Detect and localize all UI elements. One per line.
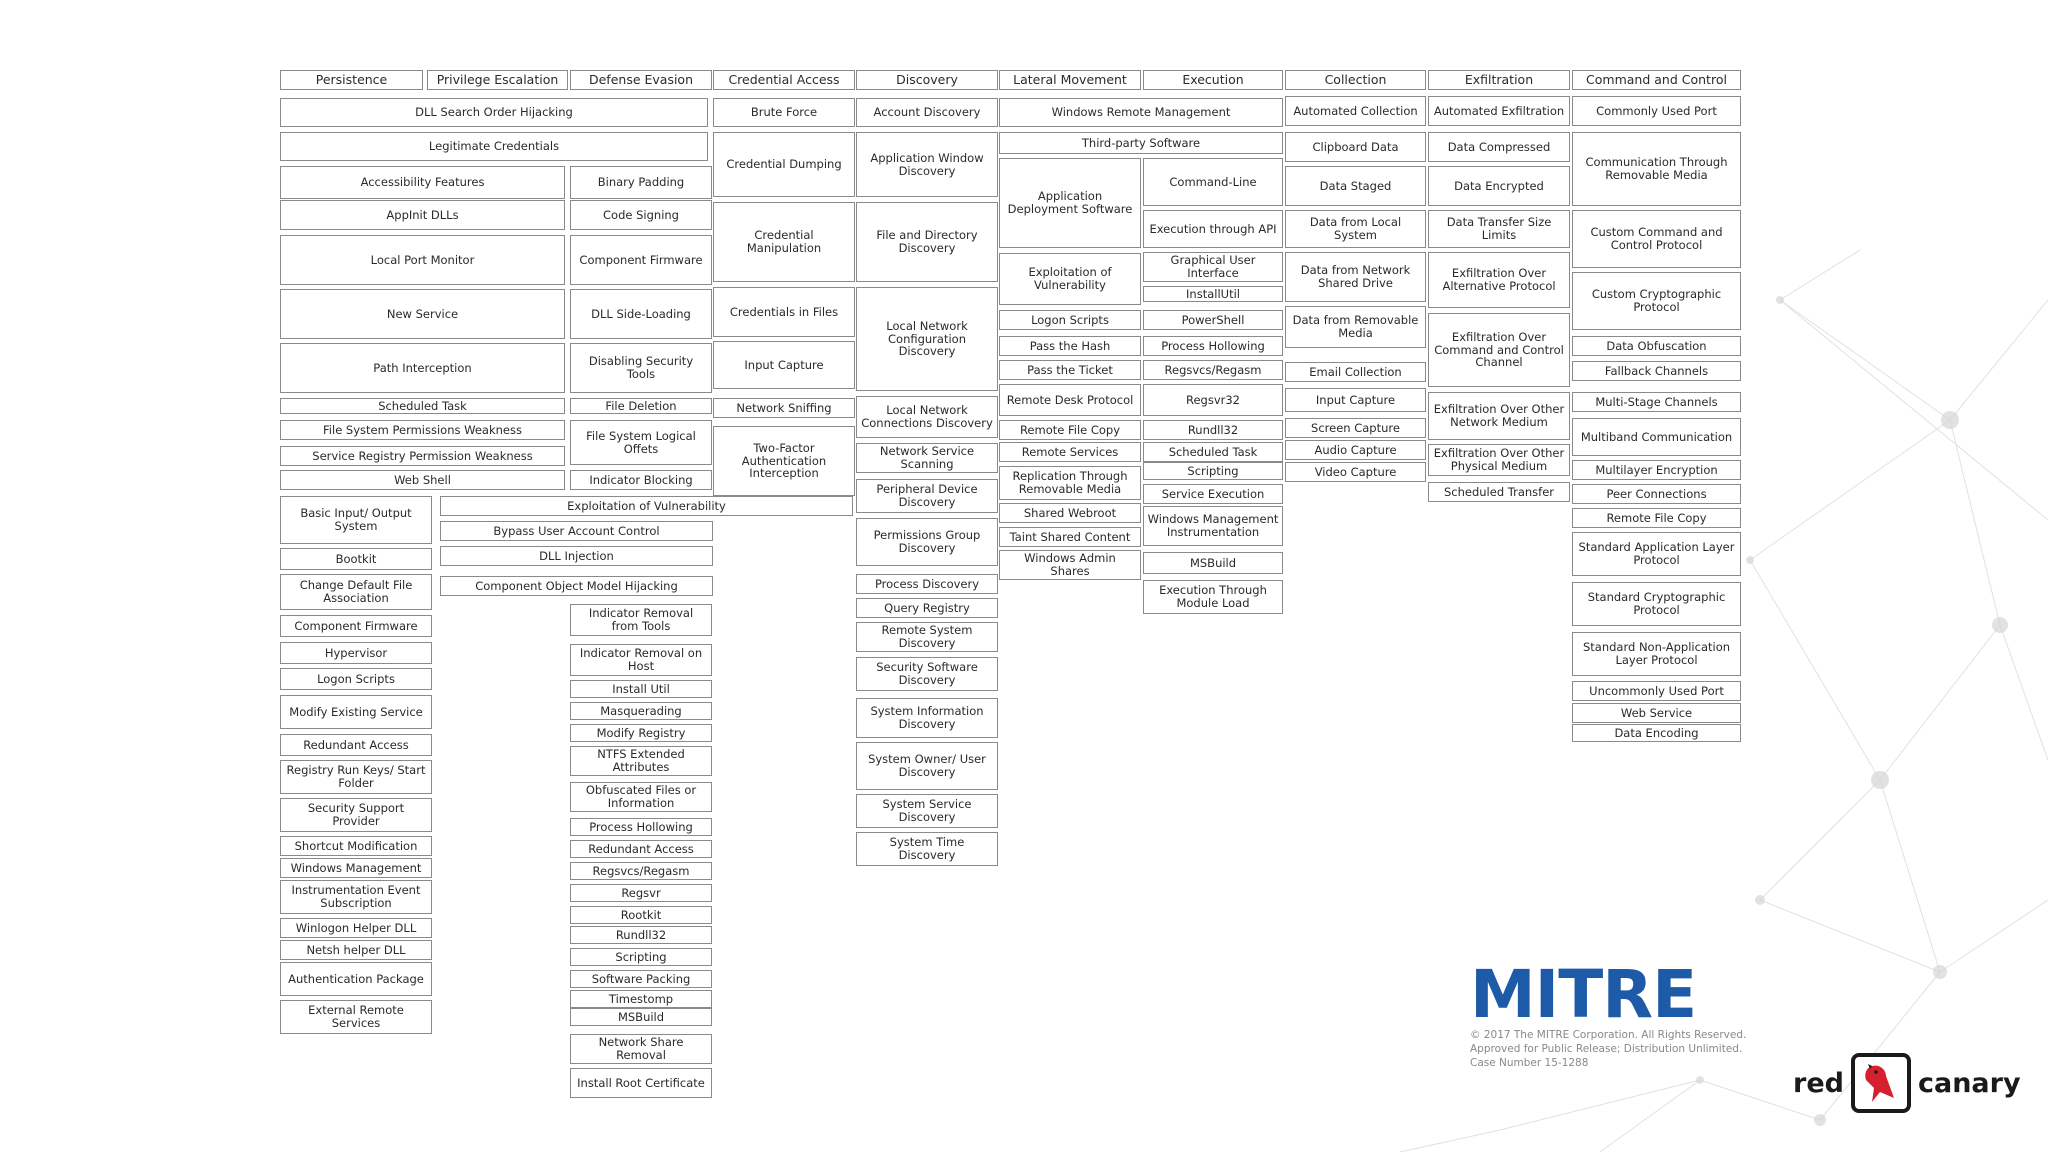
technique-cell: Instrumentation Event Subscription [280,880,432,914]
technique-cell: Multilayer Encryption [1572,460,1741,480]
technique-cell: Data from Local System [1285,210,1426,248]
technique-cell: Video Capture [1285,462,1426,482]
tactic-header: Credential Access [713,70,855,90]
technique-cell: Modify Registry [570,724,712,742]
technique-cell: Input Capture [1285,388,1426,412]
tactic-header: Exfiltration [1428,70,1570,90]
technique-cell: Security Software Discovery [856,657,998,691]
technique-cell: Remote Desk Protocol [999,384,1141,416]
technique-cell: Graphical User Interface [1143,252,1283,282]
technique-cell: Exfiltration Over Alternative Protocol [1428,252,1570,308]
technique-cell: Obfuscated Files or Information [570,782,712,812]
technique-cell: Rundll32 [570,926,712,944]
technique-cell: Remote File Copy [999,420,1141,440]
technique-cell: Automated Collection [1285,96,1426,126]
technique-cell: Change Default File Association [280,574,432,610]
technique-cell: Component Firmware [570,235,712,285]
technique-cell: Regsvcs/Regasm [1143,360,1283,380]
technique-cell: Custom Command and Control Protocol [1572,210,1741,268]
technique-cell: Regsvr [570,884,712,902]
technique-cell: Basic Input/ Output System [280,496,432,544]
tactic-header: Discovery [856,70,998,90]
technique-cell: Standard Non-Application Layer Protocol [1572,632,1741,676]
technique-cell: Custom Cryptographic Protocol [1572,272,1741,330]
technique-cell: Automated Exfiltration [1428,96,1570,126]
technique-cell: Audio Capture [1285,440,1426,460]
technique-cell: Local Port Monitor [280,235,565,285]
technique-cell: Multiband Communication [1572,418,1741,456]
technique-cell: Taint Shared Content [999,527,1141,547]
technique-cell: Remote System Discovery [856,622,998,652]
technique-cell: Redundant Access [570,840,712,858]
technique-cell: Fallback Channels [1572,361,1741,381]
technique-cell: Input Capture [713,341,855,389]
technique-cell: Scheduled Task [280,398,565,414]
technique-cell: Indicator Blocking [570,470,712,490]
technique-cell: Indicator Removal from Tools [570,604,712,636]
technique-cell: Local Network Connections Discovery [856,396,998,438]
technique-cell: Standard Cryptographic Protocol [1572,582,1741,626]
technique-cell: Software Packing [570,970,712,988]
technique-cell: Regsvr32 [1143,384,1283,416]
technique-cell: Credential Dumping [713,132,855,197]
canary-bird-icon [1850,1052,1912,1114]
technique-cell: Indicator Removal on Host [570,644,712,676]
technique-cell: Replication Through Removable Media [999,466,1141,500]
red-canary-logo [1793,1052,2021,1114]
technique-cell: File System Permissions Weakness [280,420,565,440]
technique-cell: Commonly Used Port [1572,96,1741,126]
technique-cell: Remote Services [999,442,1141,462]
technique-cell: Brute Force [713,98,855,127]
technique-cell: System Information Discovery [856,698,998,738]
technique-cell: Windows Management Instrumentation [1143,506,1283,546]
technique-cell: Shortcut Modification [280,836,432,856]
technique-cell: Windows Remote Management [999,98,1283,127]
technique-cell: Two-Factor Authentication Interception [713,426,855,496]
technique-cell: Exfiltration Over Other Network Medium [1428,392,1570,440]
technique-cell: File Deletion [570,398,712,414]
technique-cell: System Owner/ User Discovery [856,742,998,790]
technique-cell: Windows Management [280,858,432,878]
technique-cell: Windows Admin Shares [999,550,1141,580]
technique-cell: Legitimate Credentials [280,132,708,161]
tactic-header: Collection [1285,70,1426,90]
tactic-header: Persistence [280,70,423,90]
technique-cell: Rundll32 [1143,420,1283,440]
technique-cell: Remote File Copy [1572,508,1741,528]
technique-cell: Standard Application Layer Protocol [1572,532,1741,576]
technique-cell: Process Discovery [856,574,998,594]
technique-cell: Scripting [1143,462,1283,480]
technique-cell: Scheduled Task [1143,442,1283,462]
technique-cell: Masquerading [570,702,712,720]
technique-cell: Network Sniffing [713,398,855,418]
technique-cell: Exploitation of Vulnerability [440,496,853,516]
mitre-wordmark: MITRE [1470,956,1697,1033]
mitre-legal-notice: © 2017 The MITRE Corporation. All Rights Reserved. Approved for Public Release; Distribution Unlimited. Case Number 15-1288 [1470,1029,1747,1070]
technique-cell: New Service [280,289,565,339]
technique-cell: Redundant Access [280,734,432,756]
technique-cell: Account Discovery [856,98,998,127]
technique-cell: Pass the Ticket [999,360,1141,380]
tactic-header: Defense Evasion [570,70,712,90]
technique-cell: Bypass User Account Control [440,521,713,541]
technique-cell: Registry Run Keys/ Start Folder [280,760,432,794]
technique-cell: Process Hollowing [570,818,712,836]
technique-cell: Peer Connections [1572,484,1741,504]
technique-cell: Component Firmware [280,615,432,637]
red-canary-word-red: red [1793,1067,1844,1099]
technique-cell: Data from Removable Media [1285,306,1426,348]
technique-cell: Path Interception [280,343,565,393]
technique-cell: Query Registry [856,598,998,618]
technique-cell: Web Shell [280,470,565,490]
technique-cell: Disabling Security Tools [570,343,712,393]
technique-cell: Pass the Hash [999,336,1141,356]
technique-cell: Permissions Group Discovery [856,518,998,566]
technique-cell: DLL Injection [440,546,713,566]
technique-cell: Regsvcs/Regasm [570,862,712,880]
technique-cell: File and Directory Discovery [856,202,998,282]
technique-cell: Screen Capture [1285,418,1426,438]
technique-cell: Local Network Configuration Discovery [856,287,998,391]
technique-cell: Scripting [570,948,712,966]
technique-cell: Service Registry Permission Weakness [280,446,565,466]
technique-cell: Uncommonly Used Port [1572,681,1741,701]
technique-cell: Scheduled Transfer [1428,482,1570,502]
technique-cell: External Remote Services [280,1000,432,1034]
technique-cell: Binary Padding [570,166,712,199]
technique-cell: Communication Through Removable Media [1572,132,1741,206]
technique-cell: PowerShell [1143,310,1283,330]
technique-cell: Data Staged [1285,166,1426,206]
technique-cell: Accessibility Features [280,166,565,199]
technique-cell: Data Encoding [1572,724,1741,742]
tactic-header: Command and Control [1572,70,1741,90]
technique-cell: NTFS Extended Attributes [570,746,712,776]
technique-cell: Code Signing [570,200,712,230]
technique-cell: Data Encrypted [1428,166,1570,206]
technique-cell: DLL Side-Loading [570,289,712,339]
technique-cell: Timestomp [570,990,712,1008]
technique-cell: Peripheral Device Discovery [856,479,998,513]
technique-cell: Bootkit [280,548,432,570]
technique-cell: Network Service Scanning [856,443,998,473]
technique-cell: Command-Line [1143,158,1283,206]
technique-cell: Logon Scripts [280,668,432,690]
technique-cell: Winlogon Helper DLL [280,918,432,938]
technique-cell: Process Hollowing [1143,336,1283,356]
technique-cell: AppInit DLLs [280,200,565,230]
technique-cell: Exfiltration Over Command and Control Channel [1428,313,1570,387]
technique-cell: Clipboard Data [1285,132,1426,162]
technique-cell: Execution Through Module Load [1143,580,1283,614]
technique-cell: Network Share Removal [570,1034,712,1064]
technique-cell: Credential Manipulation [713,202,855,282]
technique-cell: System Time Discovery [856,832,998,866]
technique-cell: Authentication Package [280,962,432,996]
technique-cell: Exploitation of Vulnerability [999,253,1141,305]
technique-cell: Application Window Discovery [856,132,998,197]
technique-cell: Shared Webroot [999,503,1141,523]
technique-cell: Logon Scripts [999,310,1141,330]
technique-cell: Hypervisor [280,642,432,664]
technique-cell: Security Support Provider [280,798,432,832]
technique-cell: Application Deployment Software [999,158,1141,248]
technique-cell: Data Compressed [1428,132,1570,162]
technique-cell: Data Transfer Size Limits [1428,210,1570,248]
technique-cell: Multi-Stage Channels [1572,392,1741,412]
technique-cell: Web Service [1572,703,1741,723]
technique-cell: Service Execution [1143,484,1283,504]
red-canary-word-canary: canary [1917,1067,2021,1099]
technique-cell: MSBuild [1143,552,1283,574]
tactic-header: Execution [1143,70,1283,90]
technique-cell: Data from Network Shared Drive [1285,252,1426,302]
technique-cell: Execution through API [1143,210,1283,248]
tactic-header: Privilege Escalation [427,70,568,90]
technique-cell: File System Logical Offets [570,420,712,465]
technique-cell: InstallUtil [1143,286,1283,302]
technique-cell: System Service Discovery [856,794,998,828]
technique-cell: Exfiltration Over Other Physical Medium [1428,444,1570,476]
technique-cell: Netsh helper DLL [280,940,432,960]
technique-cell: Install Util [570,680,712,698]
technique-cell: Third-party Software [999,132,1283,154]
technique-cell: Modify Existing Service [280,695,432,729]
technique-cell: Install Root Certificate [570,1068,712,1098]
technique-cell: Rootkit [570,906,712,924]
technique-cell: DLL Search Order Hijacking [280,98,708,127]
tactic-header: Lateral Movement [999,70,1141,90]
technique-cell: Credentials in Files [713,287,855,337]
technique-cell: Data Obfuscation [1572,336,1741,356]
technique-cell: Email Collection [1285,362,1426,382]
technique-cell: Component Object Model Hijacking [440,576,713,596]
technique-cell: MSBuild [570,1008,712,1026]
